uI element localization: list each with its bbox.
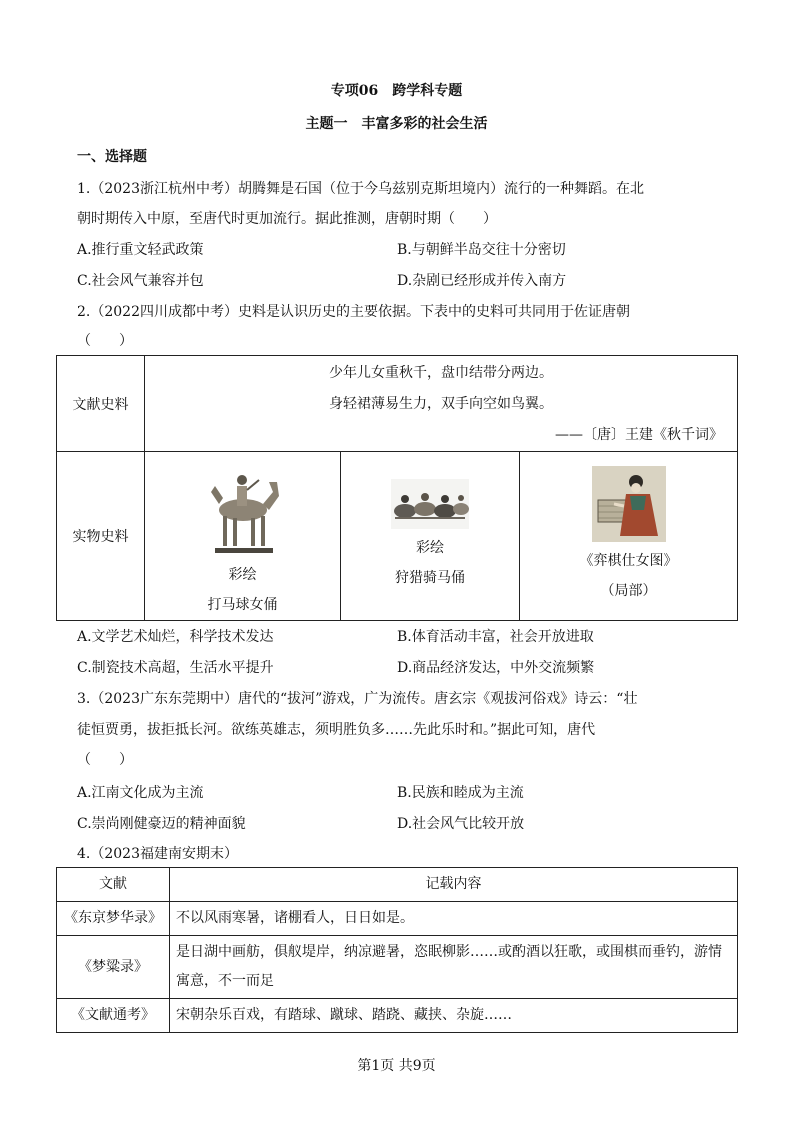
chess-lady-painting-image (592, 466, 666, 542)
hunting-riders-image (391, 479, 469, 529)
q2-option-d: D.商品经济发达，中外交流频繁 (397, 660, 595, 676)
page-number: 第1页 共9页 (357, 1058, 436, 1074)
q4-row2-content: 是日湖中画舫，俱舣堤岸，纳凉避暑，恣眠柳影……或酌酒以狂歌，或围棋而垂钓，游情寓意，不一而足 (170, 936, 738, 999)
q3-stem-line2: 徒恒贾勇，拔拒抵长河。欲练英雄志，须明胜负多……先此乐时和。”据此可知，唐代 (77, 722, 596, 738)
poem-line-2: 身轻裙薄易生力，双手向空如鸟翼。 (329, 396, 553, 412)
q4-head-document: 文献 (57, 868, 170, 902)
physical-source-label: 实物史料 (57, 452, 145, 621)
q4-head-content: 记载内容 (170, 868, 738, 902)
q2-source-table (56, 355, 738, 621)
artifact2-caption-1: 彩绘 (416, 540, 444, 556)
q1-option-b: B.与朝鲜半岛交往十分密切 (397, 242, 566, 258)
q4-row1-name: 《东京梦华录》 (57, 902, 170, 936)
q3-stem-line3: （ ） (77, 752, 133, 768)
artifact-hunting-figure (341, 452, 520, 621)
q4-stem-line1: 4.（2023福建南安期末） (77, 846, 238, 862)
q2-stem-line1: 2.（2022四川成都中考）史料是认识历史的主要依据。下表中的史料可共同用于佐证唐朝 (77, 304, 630, 320)
q4-row3-content: 宋朝杂乐百戏，有踏球、蹴球、踏跷、藏挟、杂旋…… (170, 999, 738, 1033)
q4-row2-name: 《梦粱录》 (57, 936, 170, 999)
artifact3-caption-2: （局部） (600, 583, 657, 599)
q3-option-c: C.崇尚刚健豪迈的精神面貌 (77, 816, 246, 832)
artifact3-caption-1: 《弈棋仕女图》 (579, 553, 678, 569)
artifact1-caption-1: 彩绘 (228, 567, 257, 583)
poem-cell (145, 356, 738, 452)
artifact-chess-painting (520, 452, 738, 621)
q3-stem-line1: 3.（2023广东东莞期中）唐代的“拔河”游戏，广为流传。唐玄宗《观拔河俗戏》诗云：“壮 (77, 691, 638, 707)
literary-source-label: 文献史料 (57, 356, 145, 452)
q4-row3-name: 《文献通考》 (57, 999, 170, 1033)
q1-stem-line2: 朝时期传入中原，至唐代时更加流行。据此推测，唐朝时期（ ） (77, 211, 497, 227)
q1-option-c: C.社会风气兼容并包 (77, 273, 204, 289)
section-heading: 一、选择题 (77, 149, 147, 165)
q4-row1-content: 不以风雨寒暑，诸棚看人，日日如是。 (170, 902, 738, 936)
q3-option-d: D.社会风气比较开放 (397, 816, 525, 832)
q3-option-b: B.民族和睦成为主流 (397, 785, 524, 801)
q1-option-d: D.杂剧已经形成并传入南方 (397, 273, 567, 289)
q1-stem-line1: 1.（2023浙江杭州中考）胡腾舞是石国（位于今乌兹别克斯坦境内）流行的一种舞蹈。在北 (77, 181, 644, 197)
q1-option-a: A.推行重文轻武政策 (77, 242, 204, 258)
polo-horse-figure-image (203, 452, 283, 556)
q2-option-a: A.文学艺术灿烂，科学技术发达 (77, 629, 274, 645)
page-subtitle: 主题一 丰富多彩的社会生活 (305, 116, 488, 132)
artifact2-caption-2: 狩猎骑马俑 (395, 570, 465, 586)
q2-option-b: B.体育活动丰富，社会开放进取 (397, 629, 594, 645)
q3-option-a: A.江南文化成为主流 (77, 785, 204, 801)
q4-document-table (56, 867, 738, 1033)
poem-line-1: 少年儿女重秋千，盘巾结带分两边。 (329, 365, 553, 381)
page-title: 专项06 跨学科专题 (330, 83, 463, 99)
poem-source: ——〔唐〕王建《秋千词》 (555, 427, 723, 443)
q2-option-c: C.制瓷技术高超，生活水平提升 (77, 660, 274, 676)
artifact-polo-figure (145, 452, 341, 621)
q2-stem-line2: （ ） (77, 333, 133, 349)
artifact1-caption-2: 打马球女俑 (207, 597, 278, 613)
